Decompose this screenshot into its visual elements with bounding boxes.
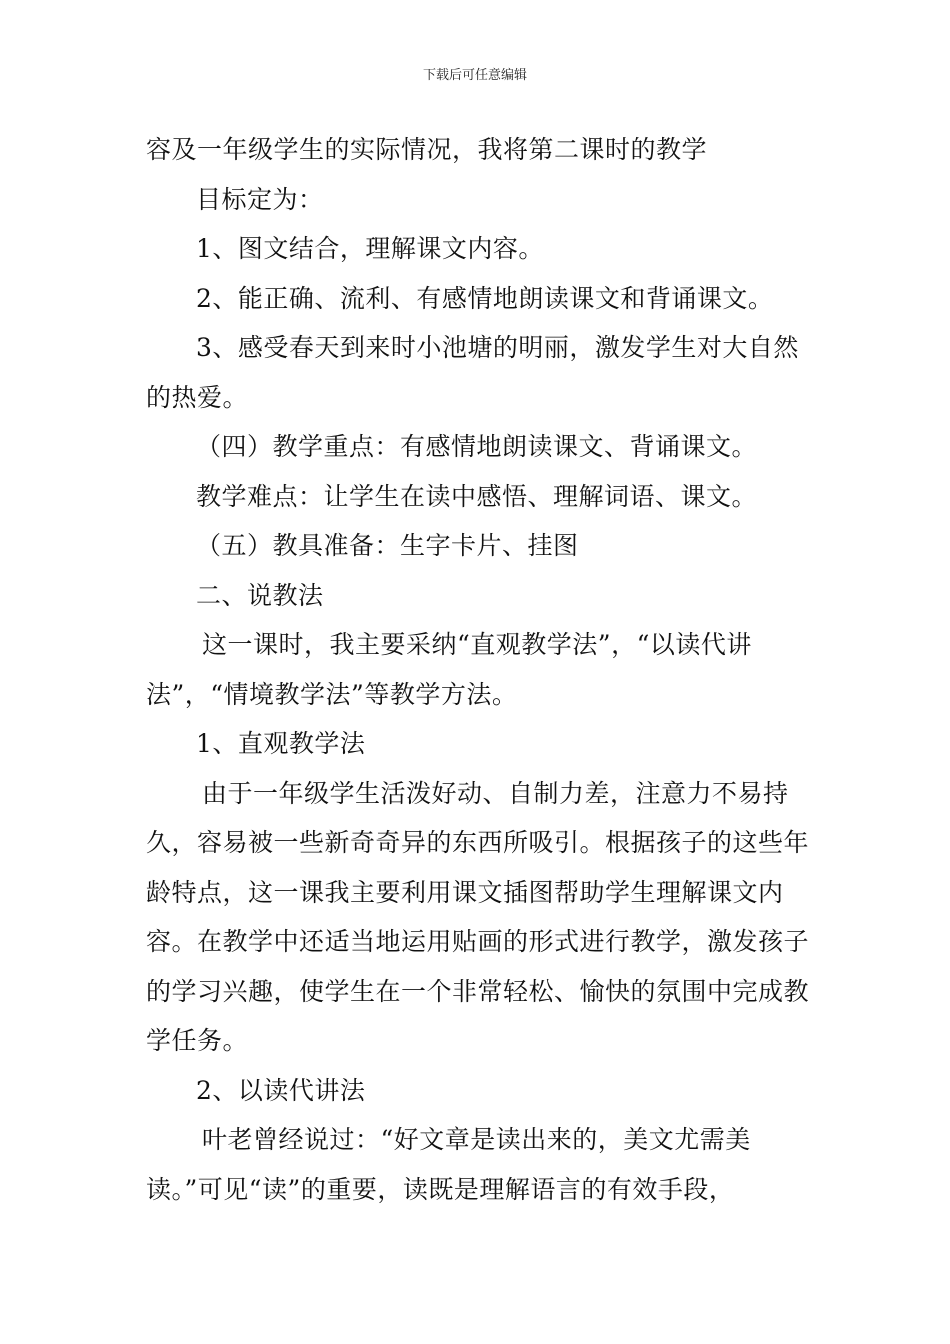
paragraph-goal-3: 3、感受春天到来时小池塘的明丽，激发学生对大自然的热爱。 (146, 333, 799, 412)
paragraph-reading-method: 叶老曾经说过：“好文章是读出来的，美文尤需美读。”可见“读”的重要，读既是理解语言的有效手段， (146, 1125, 751, 1204)
paragraph-continuation: 容及一年级学生的实际情况，我将第二课时的教学 (146, 135, 708, 164)
paragraph-methods-overview: 这一课时，我主要采纳“直观教学法”，“以读代讲法”，“情境教学法”等教学方法。 (146, 630, 752, 709)
paragraph-goal-2: 2、能正确、流利、有感情地朗读课文和背诵课文。 (196, 283, 774, 313)
paragraph-intuitive-method: 由于一年级学生活泼好动、自制力差，注意力不易持久，容易被一些新奇奇异的东西所吸引。根据孩子的这些年龄特点，这一课我主要利用课文插图帮助学生理解课文内容。在教学中还适当地运用贴画的形式进行教学，激发孩子的学习兴趣，使学生在一个非常轻松、愉快的氛围中完成教学任务。 (146, 778, 810, 1055)
paragraph-goal-1: 1、图文结合，理解课文内容。 (196, 234, 544, 263)
paragraph-teaching-aids: （五）教具准备：生字卡片、挂图 (196, 531, 579, 560)
paragraph-key-points: （四）教学重点：有感情地朗读课文、背诵课文。 (196, 432, 758, 461)
document-body (146, 125, 810, 1214)
paragraph-goal-intro: 目标定为： (196, 184, 324, 214)
page-header: 下载后可任意编辑 (422, 68, 527, 83)
paragraph-difficult-points: 教学难点：让学生在读中感悟、理解词语、课文。 (196, 481, 758, 511)
subheading-reading-method: 2、以读代讲法 (196, 1075, 366, 1105)
section-heading-teaching-methods: 二、说教法 (196, 580, 324, 610)
subheading-intuitive-method: 1、直观教学法 (196, 729, 366, 758)
